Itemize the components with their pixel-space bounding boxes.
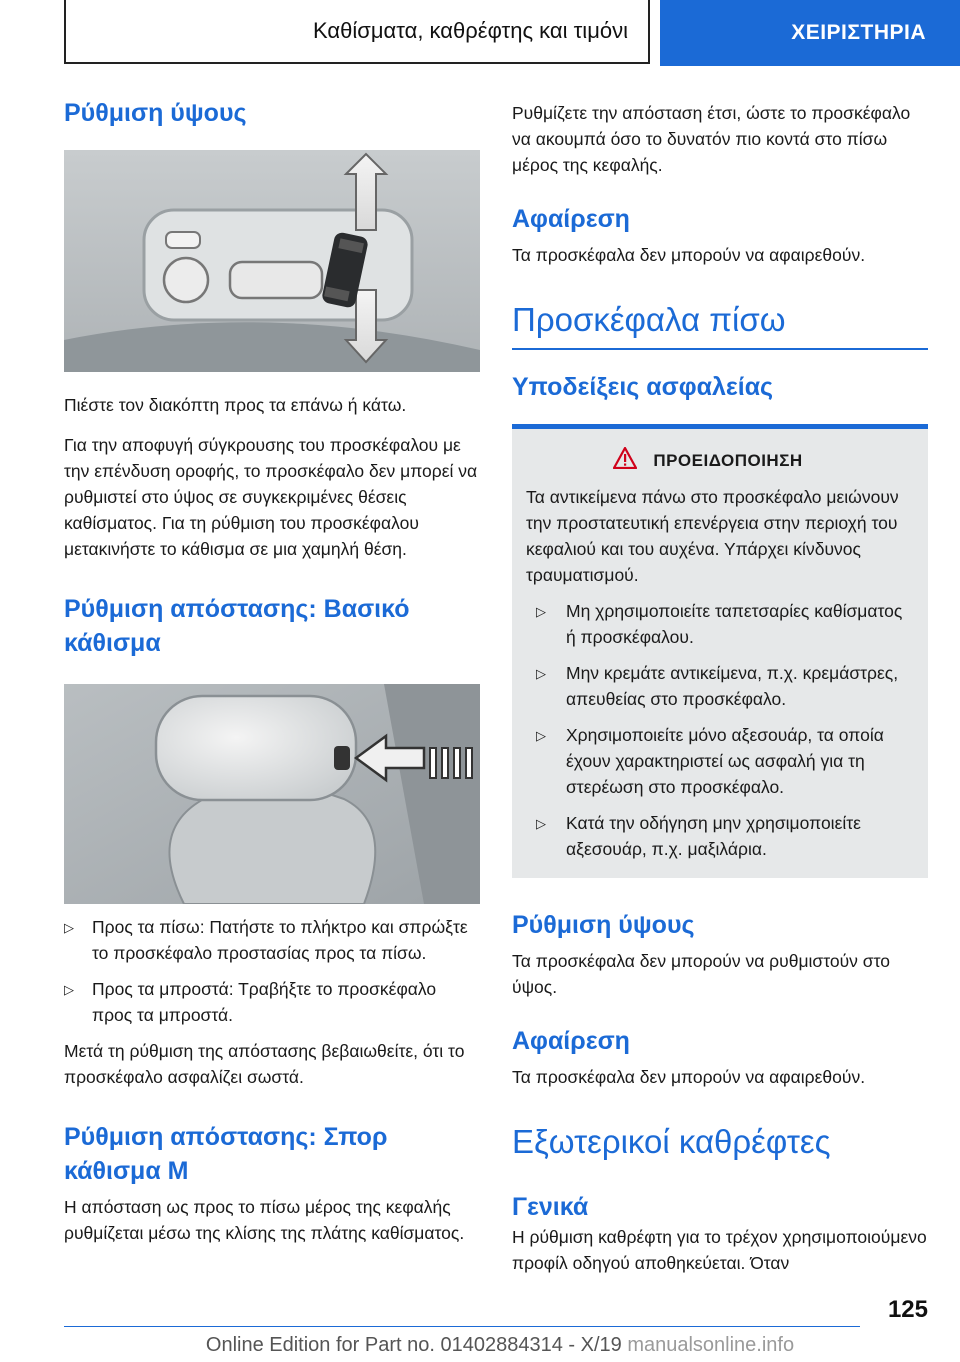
text-after-adjust: Μετά τη ρύθμιση της απόστασης βεβαιωθείτε, ότι το προσκέφαλο ασφαλίζει σωστά. <box>64 1041 465 1087</box>
watermark-brand: manualsonline.info <box>627 1334 795 1356</box>
list-item: ▷ Κατά την οδήγηση μην χρησιμοποιείτε αξεσουάρ, π.χ. μαξιλάρια. <box>526 810 914 862</box>
warning-text: Τα αντικείμενα πάνω στο προσκέφαλο μειώνουν την προστατευτική επενέργεια στην περιοχή του κεφαλιού και του αυχένα. Υπάρχει κίνδυνος τραυματισμού. <box>526 487 899 585</box>
triangle-bullet-icon: ▷ <box>536 666 546 681</box>
warning-box <box>512 424 928 878</box>
text-collision-note: Για την αποφυγή σύγκρουσης του προσκέφαλου με την επένδυση οροφής, το προσκέφαλο δεν μπορεί να ρυθμιστεί στο ύψος σε συγκεκριμένες θέσεις καθίσματος. Για τη ρύθμιση του προσκέφαλου μετακινήστε το κάθισμα σε μια χαμηλή θέση. <box>64 435 478 559</box>
footer-divider <box>64 1326 860 1327</box>
triangle-bullet-icon: ▷ <box>64 920 74 935</box>
list-item: ▷ Μη χρησιμοποιείτε ταπετσαρίες καθίσματος ή προσκέφαλου. <box>526 598 914 650</box>
figure-headrest-button <box>64 684 480 904</box>
heading-height-rear: Ρύθμιση ύψους <box>512 911 695 939</box>
running-header <box>64 0 650 64</box>
heading-distance-basic: Ρύθμιση απόστασης: Βασικό κάθισμα <box>64 595 410 657</box>
text-adjust-distance: Ρυθμίζετε την απόσταση έτσι, ώστε το προσκέφαλο να ακουμπά όσο το δυνατόν πιο κοντά στο πίσω μέρος της κεφαλής. <box>512 103 911 175</box>
triangle-bullet-icon: ▷ <box>536 816 546 831</box>
heading-exterior-mirrors: Εξωτερικοί καθρέφτες <box>512 1123 831 1160</box>
warning-triangle-icon <box>613 447 637 474</box>
text-sport-seat: Η απόσταση ως προς το πίσω μέρος της κεφαλής ρυθμίζεται μέσω της κλίσης της πλάτης καθίσματος. <box>64 1197 465 1243</box>
heading-removal: Αφαίρεση <box>512 205 630 233</box>
text-removal-rear: Τα προσκέφαλα δεν μπορούν να αφαιρεθούν. <box>512 1067 866 1087</box>
heading-removal-rear: Αφαίρεση <box>512 1027 630 1055</box>
text-removal: Τα προσκέφαλα δεν μπορούν να αφαιρεθούν. <box>512 245 866 265</box>
triangle-bullet-icon: ▷ <box>536 604 546 619</box>
left-column <box>64 96 480 1246</box>
heading-safety: Υποδείξεις ασφαλείας <box>512 373 774 401</box>
warning-title: ΠΡΟΕΙΔΟΠΟΙΗΣΗ <box>653 450 803 470</box>
page-number: 125 <box>887 1296 928 1323</box>
text-height-rear: Τα προσκέφαλα δεν μπορούν να ρυθμιστούν στο ύψος. <box>512 951 890 997</box>
edition-text: Online Edition for Part no. 01402884314 - X/19 <box>205 1334 622 1356</box>
text-press-switch: Πιέστε τον διακόπτη προς τα επάνω ή κάτω. <box>64 395 407 415</box>
list-item: ▷ Μην κρεμάτε αντικείμενα, π.χ. κρεμάστρες, απευθείας στο προσκέφαλο. <box>526 660 914 712</box>
heading-rear-headrests: Προσκέφαλα πίσω <box>512 298 928 350</box>
triangle-bullet-icon: ▷ <box>64 982 74 997</box>
warning-header <box>526 447 914 474</box>
heading-general: Γενικά <box>512 1193 589 1221</box>
list-item: ▷ Προς τα μπροστά: Τραβήξτε το προσκέφαλο προς τα μπροστά. <box>64 976 480 1028</box>
triangle-bullet-icon: ▷ <box>536 728 546 743</box>
figure-height-switch <box>64 150 480 372</box>
right-column <box>512 100 928 1276</box>
heading-height-adjust: Ρύθμιση ύψους <box>64 99 247 127</box>
list-item: ▷ Προς τα πίσω: Πατήστε το πλήκτρο και σπρώξτε το προσκέφαλο προστασίας προς τα πίσω. <box>64 914 480 966</box>
heading-distance-sport: Ρύθμιση απόστασης: Σπορ κάθισμα M <box>64 1123 388 1185</box>
footer <box>0 1334 960 1357</box>
chapter-label: ΧΕΙΡΙΣΤΗΡΙΑ <box>791 21 926 44</box>
text-general: Η ρύθμιση καθρέφτη για το τρέχον χρησιμοποιούμενο προφίλ οδηγού αποθηκεύεται. Όταν <box>512 1227 927 1273</box>
chapter-tab <box>660 0 960 66</box>
list-item: ▷ Χρησιμοποιείτε μόνο αξεσουάρ, τα οποία έχουν χαρακτηριστεί ως ασφαλή για τη στερέωση στο προσκέφαλο. <box>526 722 914 800</box>
section-title: Καθίσματα, καθρέφτης και τιμόνι <box>313 18 628 43</box>
